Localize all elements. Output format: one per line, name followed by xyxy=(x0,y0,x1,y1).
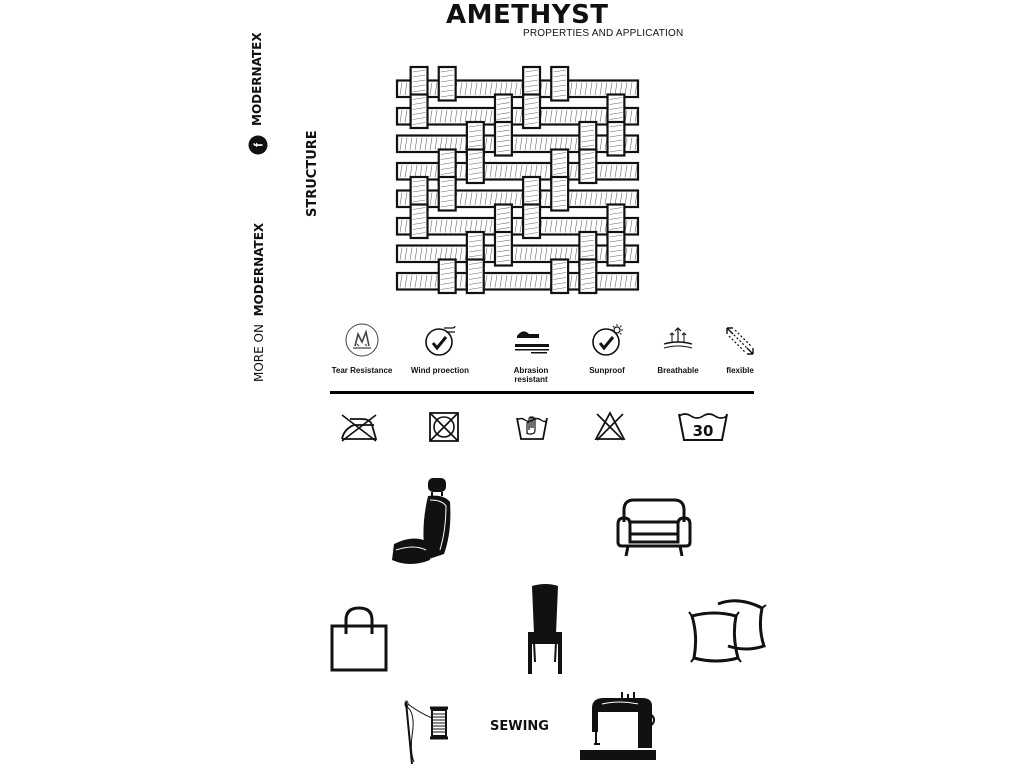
property-flexible xyxy=(714,322,766,375)
property-label: Sunproof xyxy=(589,366,625,375)
pillows-icon xyxy=(688,596,768,669)
hand-wash-icon xyxy=(515,410,549,442)
abrasion-resistant-icon xyxy=(511,322,551,358)
wash-temperature: 30 xyxy=(692,422,714,440)
wash-30-icon xyxy=(677,408,729,442)
property-wind-protection xyxy=(408,322,472,375)
brand-name: MODERNATEX xyxy=(250,32,264,126)
do-not-tumble-dry-icon xyxy=(427,411,461,443)
more-on-link[interactable] xyxy=(252,223,266,382)
sofa-icon xyxy=(614,496,694,565)
section-divider xyxy=(330,391,754,394)
flexible-icon xyxy=(723,322,757,358)
do-not-bleach-icon xyxy=(593,410,627,442)
tear-resistance-icon xyxy=(344,322,380,358)
car-seat-icon xyxy=(388,476,458,577)
structure-label: STRUCTURE xyxy=(305,130,320,217)
wind-protection-icon xyxy=(422,322,458,358)
property-label: Breathable xyxy=(657,366,699,375)
weave-structure-diagram xyxy=(395,65,640,305)
property-tear-resistance xyxy=(330,322,394,375)
sunproof-icon xyxy=(589,322,625,358)
property-abrasion-resistant xyxy=(496,322,566,384)
needle-thread-icon xyxy=(398,698,454,771)
breathable-icon xyxy=(660,322,696,358)
property-breathable xyxy=(650,322,706,375)
more-on-brand: MODERNATEX xyxy=(252,222,266,317)
do-not-iron-icon xyxy=(338,411,380,443)
property-label: Wind proection xyxy=(410,366,470,375)
property-sunproof xyxy=(578,322,636,375)
property-label: Abrasion resistant xyxy=(513,366,549,384)
facebook-glyph: f xyxy=(251,143,266,147)
more-on-prefix: MORE ON xyxy=(252,324,266,382)
property-label: Tear Resistance xyxy=(331,366,393,375)
facebook-icon[interactable] xyxy=(248,135,268,155)
property-label: flexible xyxy=(726,366,754,375)
sewing-label: SEWING xyxy=(490,719,549,734)
page-subtitle: PROPERTIES AND APPLICATION xyxy=(523,28,684,39)
sewing-machine-icon xyxy=(576,690,660,771)
page-title: AMETHYST xyxy=(446,0,609,30)
dining-chair-icon xyxy=(520,582,570,681)
shopping-bag-icon xyxy=(328,604,390,679)
